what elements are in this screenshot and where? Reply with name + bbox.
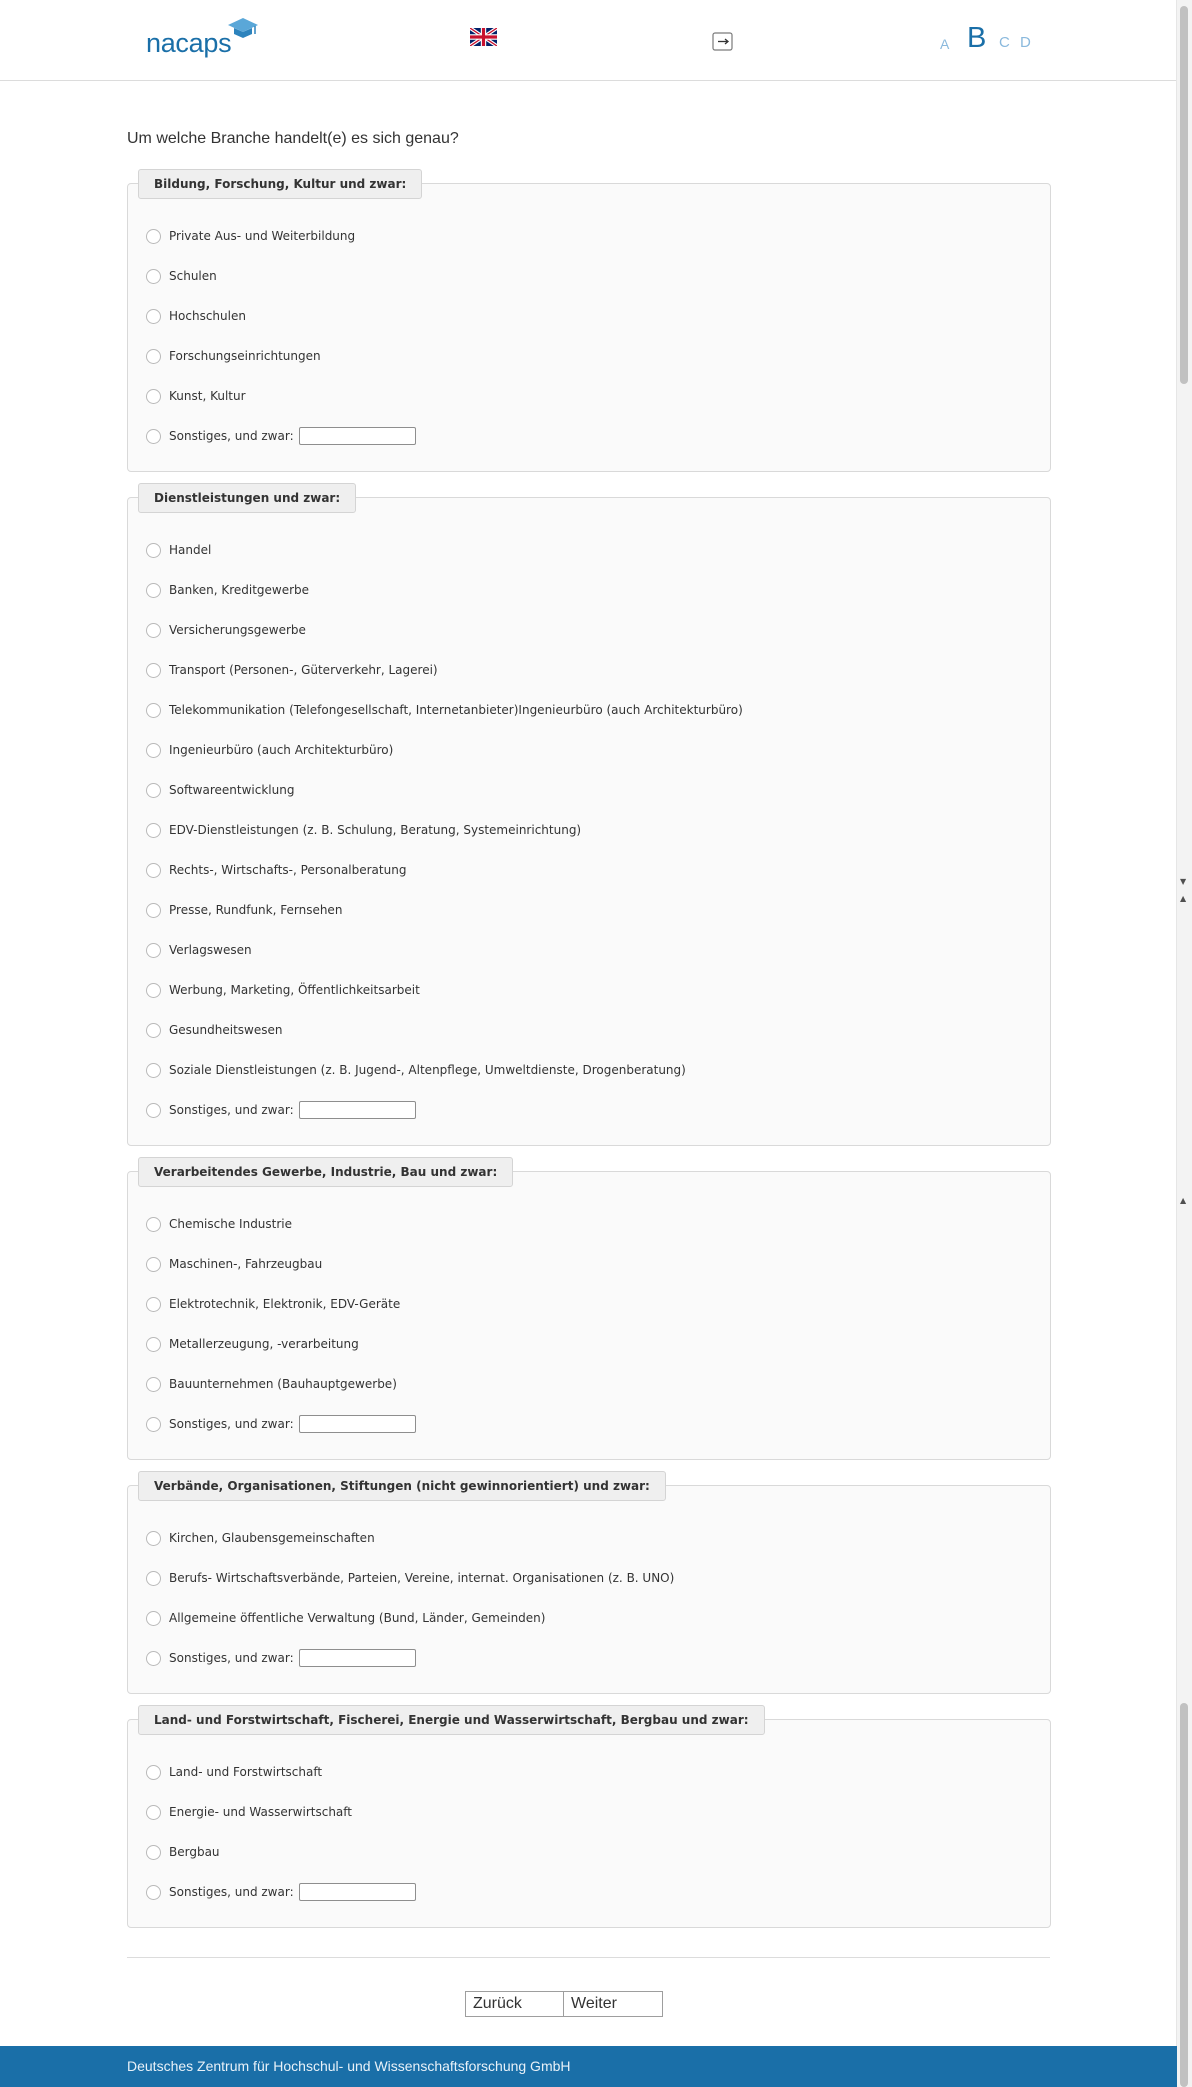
option-label: Chemische Industrie [169, 1217, 293, 1231]
option[interactable] [146, 700, 743, 720]
uk-flag-icon[interactable] [470, 28, 497, 46]
radio-button[interactable] [146, 1765, 161, 1780]
question-title: Um welche Branche handelt(e) es sich genau? [127, 130, 459, 147]
header [0, 0, 1177, 81]
option-label: Energie- und Wasserwirtschaft [169, 1805, 352, 1819]
radio-button[interactable] [146, 429, 161, 444]
radio-button[interactable] [146, 1217, 161, 1232]
option-label: Sonstiges, und zwar: [169, 1103, 294, 1117]
option-label: Allgemeine öffentliche Verwaltung (Bund, Länder, Gemeinden) [169, 1611, 546, 1625]
radio-button[interactable] [146, 1337, 161, 1352]
logout-icon[interactable] [712, 32, 733, 51]
option[interactable] [146, 820, 581, 840]
option-label: Presse, Rundfunk, Fernsehen [169, 903, 343, 917]
radio-button[interactable] [146, 1651, 161, 1666]
scroll-marker: ▲ [1180, 1196, 1187, 1205]
option[interactable] [146, 940, 252, 960]
option[interactable] [146, 1294, 400, 1314]
option-label: Private Aus- und Weiterbildung [169, 229, 356, 243]
option[interactable] [146, 660, 438, 680]
radio-button[interactable] [146, 583, 161, 598]
option-label: Verlagswesen [169, 943, 252, 957]
radio-button[interactable] [146, 543, 161, 558]
font-size-d[interactable]: D [1020, 34, 1031, 51]
radio-button[interactable] [146, 863, 161, 878]
radio-button[interactable] [146, 389, 161, 404]
option-label: EDV-Dienstleistungen (z. B. Schulung, Beratung, Systemeinrichtung) [169, 823, 582, 837]
option[interactable] [146, 226, 355, 246]
radio-button[interactable] [146, 903, 161, 918]
radio-button[interactable] [146, 703, 161, 718]
option[interactable] [146, 1802, 352, 1822]
radio-button[interactable] [146, 1297, 161, 1312]
option[interactable] [146, 346, 321, 366]
option[interactable] [146, 1254, 322, 1274]
scrollbar-thumb[interactable] [1180, 1703, 1188, 2087]
option[interactable] [146, 306, 246, 326]
radio-button[interactable] [146, 1571, 161, 1586]
radio-button[interactable] [146, 229, 161, 244]
option-other[interactable] [146, 1648, 416, 1668]
group-legend: Bildung, Forschung, Kultur und zwar: [138, 169, 422, 199]
group-bildung [127, 177, 1051, 472]
option-label: Bauunternehmen (Bauhauptgewerbe) [169, 1377, 397, 1391]
option-label: Werbung, Marketing, Öffentlichkeitsarbeit [169, 983, 420, 997]
radio-button[interactable] [146, 823, 161, 838]
option-label: Maschinen-, Fahrzeugbau [169, 1257, 323, 1271]
footer [0, 2046, 1177, 2087]
radio-button[interactable] [146, 943, 161, 958]
option-label: Handel [169, 543, 212, 557]
group-dienstleistungen [127, 491, 1051, 1146]
font-size-a[interactable]: A [940, 36, 950, 52]
scrollbar-thumb[interactable] [1180, 6, 1188, 384]
radio-button[interactable] [146, 1103, 161, 1118]
other-text-input[interactable] [299, 1101, 416, 1119]
other-text-input[interactable] [299, 1415, 416, 1433]
radio-button[interactable] [146, 269, 161, 284]
radio-button[interactable] [146, 1023, 161, 1038]
logo-text: nacaps [146, 28, 232, 58]
next-button[interactable]: Weiter [564, 1991, 663, 2017]
other-text-input[interactable] [299, 1883, 416, 1901]
option-label: Rechts-, Wirtschafts-, Personalberatung [169, 863, 407, 877]
option-other[interactable] [146, 426, 416, 446]
option[interactable] [146, 860, 406, 880]
option[interactable] [146, 1334, 359, 1354]
option-other[interactable] [146, 1882, 416, 1902]
option-label: Hochschulen [169, 309, 246, 323]
option-label: Banken, Kreditgewerbe [169, 583, 310, 597]
option-label: Telekommunikation (Telefongesellschaft, Internetanbieter)Ingenieurbüro (auch Architekturbüro) [169, 703, 743, 717]
option[interactable] [146, 740, 393, 760]
option-label: Forschungseinrichtungen [169, 349, 321, 363]
group-verbaende [127, 1479, 1051, 1694]
font-size-b[interactable]: B [967, 22, 987, 54]
group-legend: Verbände, Organisationen, Stiftungen (nicht gewinnorientiert) und zwar: [138, 1471, 666, 1501]
option[interactable] [146, 386, 246, 406]
group-legend: Verarbeitendes Gewerbe, Industrie, Bau und zwar: [138, 1157, 513, 1187]
radio-button[interactable] [146, 1531, 161, 1546]
radio-button[interactable] [146, 1805, 161, 1820]
radio-button[interactable] [146, 1063, 161, 1078]
radio-button[interactable] [146, 309, 161, 324]
radio-button[interactable] [146, 983, 161, 998]
nacaps-logo[interactable] [146, 16, 262, 60]
option-label: Sonstiges, und zwar: [169, 1417, 294, 1431]
option[interactable] [146, 620, 306, 640]
option-label: Ingenieurbüro (auch Architekturbüro) [169, 743, 394, 757]
scroll-marker: ▼ [1180, 877, 1187, 886]
radio-button[interactable] [146, 663, 161, 678]
option-label: Elektrotechnik, Elektronik, EDV-Geräte [169, 1297, 401, 1311]
option[interactable] [146, 900, 342, 920]
group-legend: Dienstleistungen und zwar: [138, 483, 356, 513]
option[interactable] [146, 1842, 220, 1862]
option[interactable] [146, 1214, 292, 1234]
option-label: Berufs- Wirtschaftsverbände, Parteien, Vereine, internat. Organisationen (z. B. UNO) [169, 1571, 675, 1585]
option-label: Kunst, Kultur [169, 389, 246, 403]
group-verarbeitendes-gewerbe [127, 1165, 1051, 1460]
divider [127, 1957, 1050, 1958]
option-label: Metallerzeugung, -verarbeitung [169, 1337, 359, 1351]
option-other[interactable] [146, 1414, 416, 1434]
back-button[interactable]: Zurück [465, 1991, 564, 2017]
option[interactable] [146, 1060, 686, 1080]
option[interactable] [146, 1608, 545, 1628]
radio-button[interactable] [146, 1611, 161, 1626]
font-size-c[interactable]: C [999, 34, 1010, 51]
option-label: Transport (Personen-, Güterverkehr, Lagerei) [169, 663, 438, 677]
option[interactable] [146, 540, 211, 560]
option-other[interactable] [146, 1100, 416, 1120]
radio-button[interactable] [146, 1257, 161, 1272]
option[interactable] [146, 580, 309, 600]
radio-button[interactable] [146, 623, 161, 638]
option-label: Soziale Dienstleistungen (z. B. Jugend-, Altenpflege, Umweltdienste, Drogenberatung) [169, 1063, 686, 1077]
scrollbar[interactable] [1176, 0, 1192, 2087]
option[interactable] [146, 780, 294, 800]
group-land-forstwirtschaft [127, 1713, 1051, 1928]
radio-button[interactable] [146, 783, 161, 798]
radio-button[interactable] [146, 349, 161, 364]
option[interactable] [146, 1020, 282, 1040]
option[interactable] [146, 980, 420, 1000]
radio-button[interactable] [146, 1417, 161, 1432]
option-label: Sonstiges, und zwar: [169, 1651, 294, 1665]
radio-button[interactable] [146, 1885, 161, 1900]
other-text-input[interactable] [299, 427, 416, 445]
option-label: Versicherungsgewerbe [169, 623, 306, 637]
radio-button[interactable] [146, 1377, 161, 1392]
radio-button[interactable] [146, 1845, 161, 1860]
footer-text: Deutsches Zentrum für Hochschul- und Wissenschaftsforschung GmbH [127, 2058, 571, 2074]
option[interactable] [146, 1528, 375, 1548]
group-legend: Land- und Forstwirtschaft, Fischerei, Energie und Wasserwirtschaft, Bergbau und zwar: [138, 1705, 765, 1735]
graduation-cap-icon [226, 16, 260, 40]
option-label: Sonstiges, und zwar: [169, 1885, 294, 1899]
other-text-input[interactable] [299, 1649, 416, 1667]
option-label: Bergbau [169, 1845, 220, 1859]
scroll-marker: ▲ [1180, 894, 1187, 903]
option-label: Schulen [169, 269, 217, 283]
option[interactable] [146, 1568, 674, 1588]
option[interactable] [146, 266, 217, 286]
option-label: Land- und Forstwirtschaft [169, 1765, 323, 1779]
option-label: Kirchen, Glaubensgemeinschaften [169, 1531, 375, 1545]
option-label: Sonstiges, und zwar: [169, 429, 294, 443]
option-label: Gesundheitswesen [169, 1023, 283, 1037]
option[interactable] [146, 1762, 322, 1782]
radio-button[interactable] [146, 743, 161, 758]
option-label: Softwareentwicklung [169, 783, 295, 797]
option[interactable] [146, 1374, 397, 1394]
navigation-buttons [465, 1991, 663, 2017]
